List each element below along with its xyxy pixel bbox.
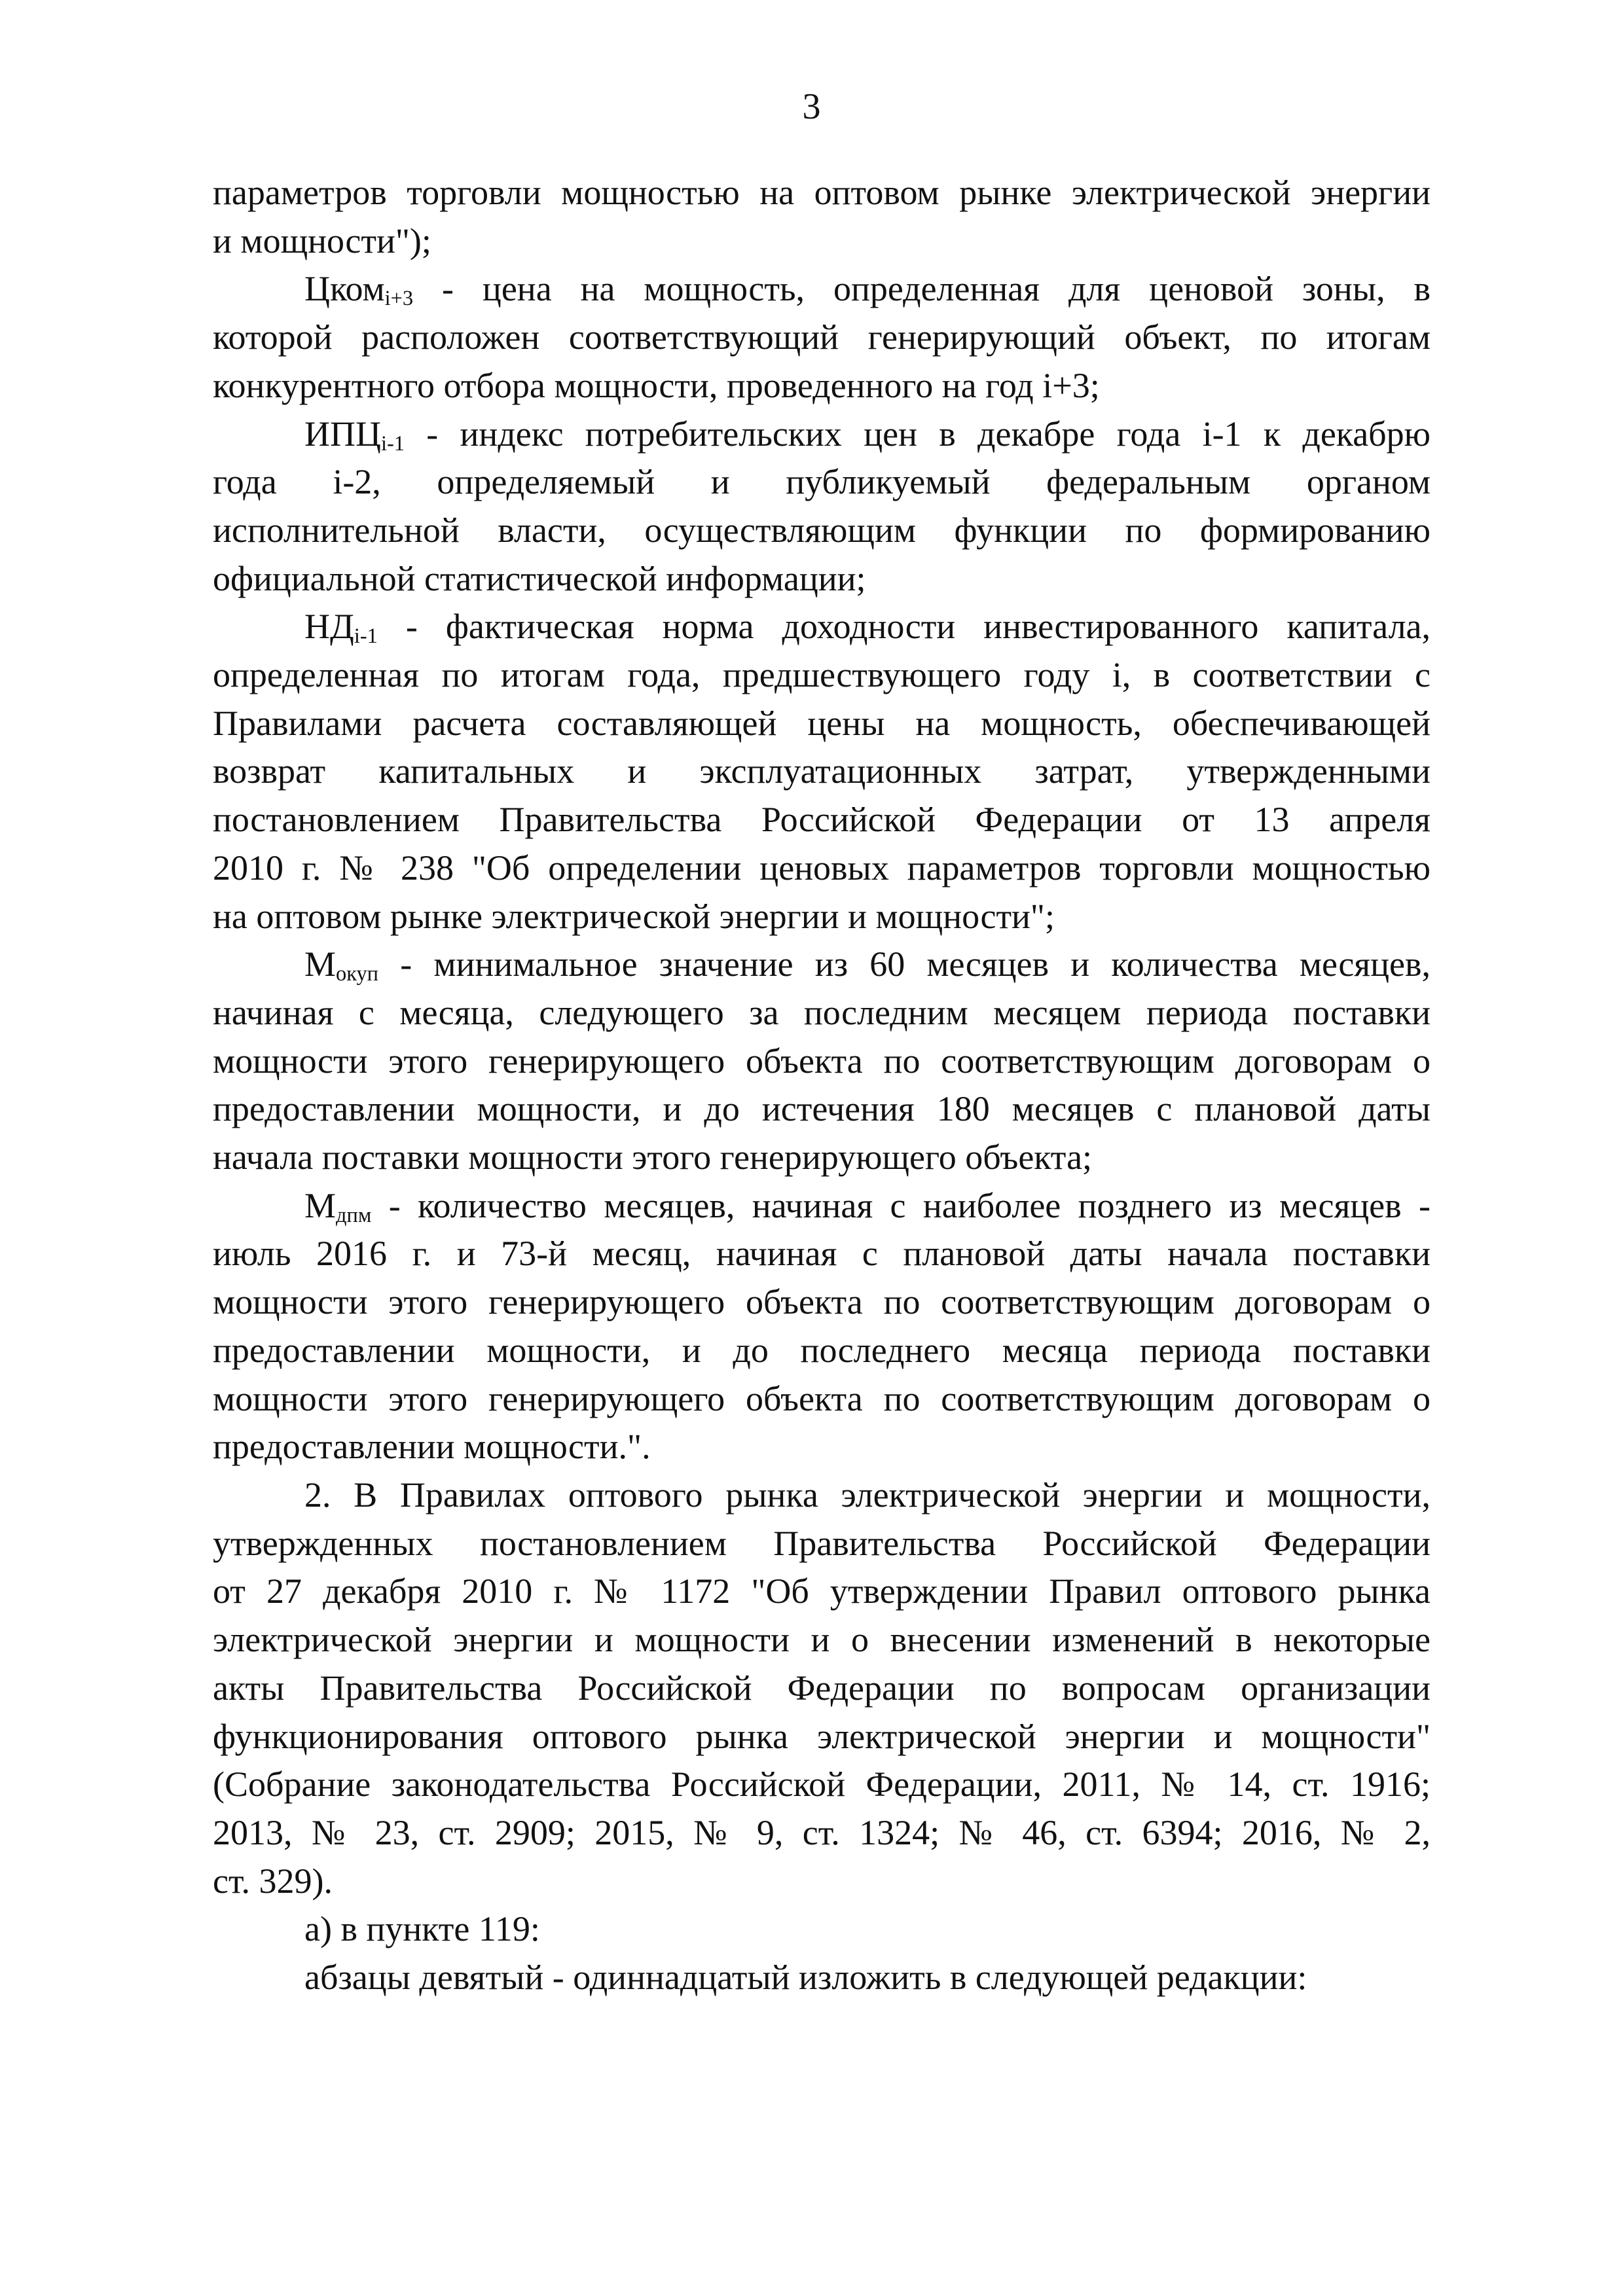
definition-text: - фактическая норма доходности инвестированного капитала, xyxy=(377,607,1431,647)
text-line: 2010 г. № 238 "Об определении ценовых параметров торговли мощностью xyxy=(213,848,1431,888)
formula-symbol: НД xyxy=(304,607,354,647)
text-line: Правилами расчета составляющей цены на мощность, обеспечивающей xyxy=(213,703,1431,743)
formula-subscript: дпм xyxy=(336,1203,372,1227)
formula-symbol: М xyxy=(304,944,337,984)
definition-line xyxy=(213,603,1431,651)
text-line: года i-2, определяемый и публикуемый федеральным органом xyxy=(213,462,1431,502)
text-line: июль 2016 г. и 73-й месяц, начиная с плановой даты начала поставки xyxy=(213,1234,1431,1274)
definition-text: - минимальное значение из 60 месяцев и количества месяцев, xyxy=(378,944,1431,984)
definition-line xyxy=(213,1182,1431,1230)
formula-subscript: i-1 xyxy=(354,624,378,649)
definition-line xyxy=(213,410,1431,459)
formula-subscript: i-1 xyxy=(381,431,405,456)
document-body xyxy=(213,169,1431,2002)
text-line: утвержденных постановлением Правительства Российской Федерации xyxy=(213,1523,1431,1563)
text-line: 2013, № 23, ст. 2909; 2015, № 9, ст. 1324; № 46, ст. 6394; 2016, № 2, xyxy=(213,1812,1431,1852)
formula-subscript: i+3 xyxy=(384,287,414,311)
text-line: параметров торговли мощностью на оптовом рынке электрической энергии xyxy=(213,173,1431,212)
text-line: мощности этого генерирующего объекта по соответствующим договорам о xyxy=(213,1282,1431,1322)
text-line: постановлением Правительства Российской Федерации от 13 апреля xyxy=(213,800,1431,840)
text-line: функционирования оптового рынка электрической энергии и мощности" xyxy=(213,1716,1431,1756)
text-line: а) в пункте 119: xyxy=(304,1909,540,1949)
text-line: от 27 декабря 2010 г. № 1172 "Об утверждении Правил оптового рынка xyxy=(213,1571,1431,1611)
text-line: конкурентного отбора мощности, проведенного на год i+3; xyxy=(213,365,1100,405)
text-line: (Собрание законодательства Российской Федерации, 2011, № 14, ст. 1916; xyxy=(213,1765,1431,1804)
text-line: начиная с месяца, следующего за последним месяцем периода поставки xyxy=(213,992,1431,1032)
page-number: 3 xyxy=(802,86,821,127)
formula-symbol: ИПЦ xyxy=(304,414,381,454)
text-line: 2. В Правилах оптового рынка электрической энергии и мощности, xyxy=(304,1475,1431,1515)
definition-text: - количество месяцев, начиная с наиболее позднего из месяцев - xyxy=(371,1185,1431,1225)
definition-text: - цена на мощность, определенная для ценовой зоны, в xyxy=(413,269,1431,309)
text-line: на оптовом рынке электрической энергии и мощности"; xyxy=(213,896,1055,936)
text-line: электрической энергии и мощности и о внесении изменений в некоторые xyxy=(213,1620,1431,1660)
text-line: абзацы девятый - одиннадцатый изложить в следующей редакции: xyxy=(304,1958,1307,1998)
text-line: акты Правительства Российской Федерации по вопросам организации xyxy=(213,1668,1431,1708)
text-line: возврат капитальных и эксплуатационных затрат, утвержденными xyxy=(213,751,1431,791)
text-line: предоставлении мощности, и до последнего месяца периода поставки xyxy=(213,1330,1431,1370)
text-line: исполнительной власти, осуществляющим функции по формированию xyxy=(213,510,1431,550)
text-line: официальной статистической информации; xyxy=(213,558,866,598)
text-line: которой расположен соответствующий генерирующий объект, по итогам xyxy=(213,317,1431,357)
text-line: и мощности"); xyxy=(213,221,431,260)
text-line: предоставлении мощности.". xyxy=(213,1427,651,1467)
text-line: предоставлении мощности, и до истечения 180 месяцев с плановой даты xyxy=(213,1089,1431,1129)
text-line: начала поставки мощности этого генерирующего объекта; xyxy=(213,1138,1093,1177)
formula-subscript: окуп xyxy=(336,962,379,986)
text-line: мощности этого генерирующего объекта по соответствующим договорам о xyxy=(213,1041,1431,1081)
definition-text: - индекс потребительских цен в декабре года i-1 к декабрю xyxy=(404,414,1431,454)
formula-symbol: Цком xyxy=(304,269,385,309)
text-line: ст. 329). xyxy=(213,1861,333,1901)
definition-line xyxy=(213,265,1431,314)
text-line: определенная по итогам года, предшествующего году i, в соответствии с xyxy=(213,655,1431,695)
formula-symbol: М xyxy=(304,1185,337,1225)
text-line: мощности этого генерирующего объекта по соответствующим договорам о xyxy=(213,1378,1431,1418)
definition-line xyxy=(213,941,1431,989)
